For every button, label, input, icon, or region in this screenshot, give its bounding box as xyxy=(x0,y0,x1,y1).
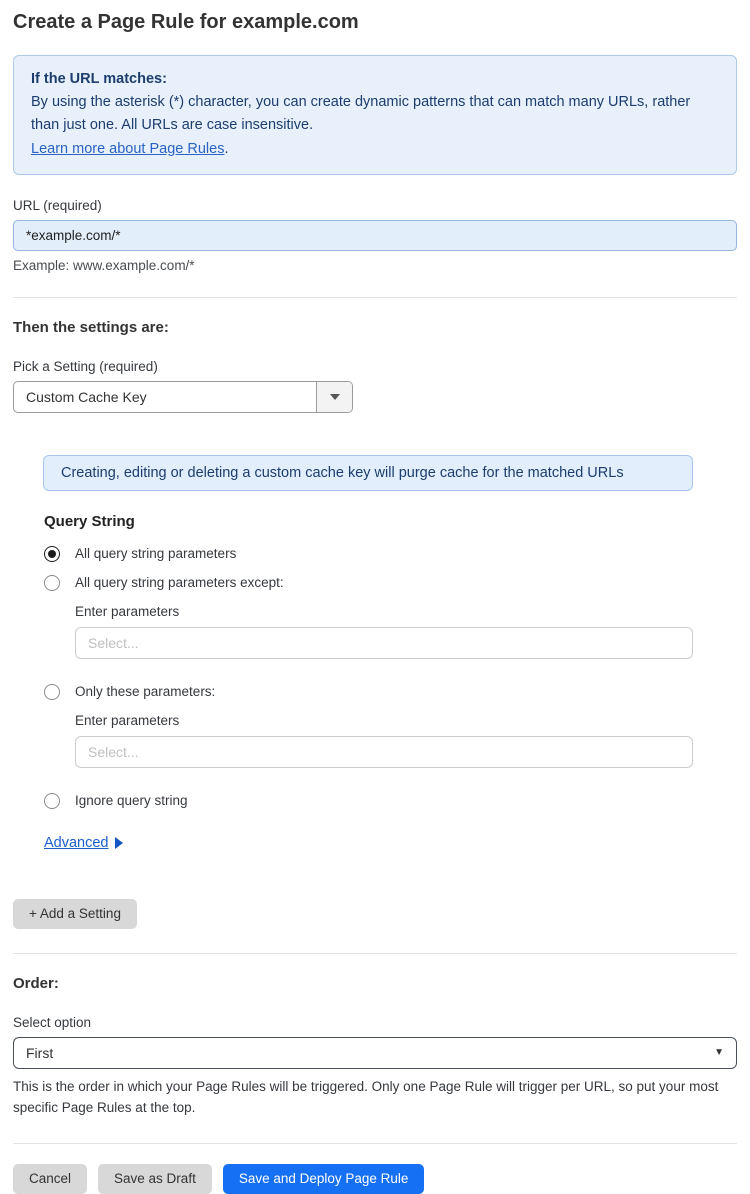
info-box-link-row xyxy=(31,138,719,161)
settings-heading: Then the settings are: xyxy=(13,318,169,336)
radio-icon[interactable] xyxy=(44,684,60,700)
setting-picker-label: Pick a Setting (required) xyxy=(13,358,158,374)
only-parameters-input[interactable] xyxy=(75,736,693,768)
radio-icon[interactable] xyxy=(44,575,60,591)
order-heading: Order: xyxy=(13,974,59,992)
query-string-section xyxy=(44,513,693,851)
radio-icon[interactable] xyxy=(44,546,60,562)
query-string-heading: Query String xyxy=(44,512,135,530)
spacer xyxy=(44,784,693,793)
enter-parameters-label: Enter parameters xyxy=(75,712,180,728)
chevron-down-icon xyxy=(330,394,340,400)
cache-key-notice: Creating, editing or deleting a custom cache key will purge cache for the matched URLs xyxy=(43,455,693,491)
divider xyxy=(13,953,737,954)
url-match-info-box xyxy=(13,55,737,175)
link-suffix: . xyxy=(224,140,229,157)
dropdown-arrow-button[interactable] xyxy=(316,382,352,412)
order-select-label: Select option xyxy=(13,1014,92,1030)
only-params-body xyxy=(75,713,693,768)
url-example-text: Example: www.example.com/* xyxy=(13,257,195,273)
add-setting-button[interactable]: + Add a Setting xyxy=(13,899,137,929)
footer-actions xyxy=(13,1164,737,1194)
save-deploy-button[interactable]: Save and Deploy Page Rule xyxy=(223,1164,425,1194)
url-input[interactable] xyxy=(13,220,737,251)
enter-parameters-label: Enter parameters xyxy=(75,603,180,619)
except-params-body xyxy=(75,604,693,659)
divider xyxy=(13,297,737,298)
spacer xyxy=(44,675,693,684)
caret-down-icon: ▼ xyxy=(714,1047,724,1059)
add-setting-wrap xyxy=(13,899,737,929)
order-help-text: This is the order in which your Page Rules will be triggered. Only one Page Rule will trigger per URL, so put your most specific Page Rules at the top. xyxy=(13,1078,719,1116)
radio-label: Only these parameters: xyxy=(75,684,216,700)
radio-only-these-params[interactable] xyxy=(44,684,693,700)
advanced-toggle[interactable] xyxy=(44,835,693,851)
order-select[interactable] xyxy=(13,1037,737,1069)
divider xyxy=(13,1143,737,1144)
radio-all-query-params[interactable] xyxy=(44,546,693,562)
setting-picker-value: Custom Cache Key xyxy=(26,388,147,405)
radio-ignore-query-string[interactable] xyxy=(44,793,693,809)
advanced-link[interactable]: Advanced xyxy=(44,834,109,851)
info-box-body: By using the asterisk (*) character, you can create dynamic patterns that can match many URLs, rather than just one. All URLs are case insensitive. xyxy=(31,94,691,134)
page-rule-form xyxy=(0,11,750,1194)
learn-more-link[interactable]: Learn more about Page Rules xyxy=(31,140,225,157)
radio-icon[interactable] xyxy=(44,793,60,809)
radio-all-params-except[interactable] xyxy=(44,575,693,591)
url-field-label: URL (required) xyxy=(13,197,102,213)
info-box-heading: If the URL matches: xyxy=(31,71,167,87)
radio-label: Ignore query string xyxy=(75,793,188,809)
chevron-right-icon xyxy=(115,837,123,849)
page-title: Create a Page Rule for example.com xyxy=(13,11,359,33)
setting-picker-dropdown[interactable] xyxy=(13,381,353,413)
cancel-button[interactable]: Cancel xyxy=(13,1164,87,1194)
radio-label: All query string parameters except: xyxy=(75,575,284,591)
except-parameters-input[interactable] xyxy=(75,627,693,659)
save-draft-button[interactable]: Save as Draft xyxy=(98,1164,212,1194)
order-select-value: First xyxy=(26,1044,54,1061)
radio-label: All query string parameters xyxy=(75,546,237,562)
